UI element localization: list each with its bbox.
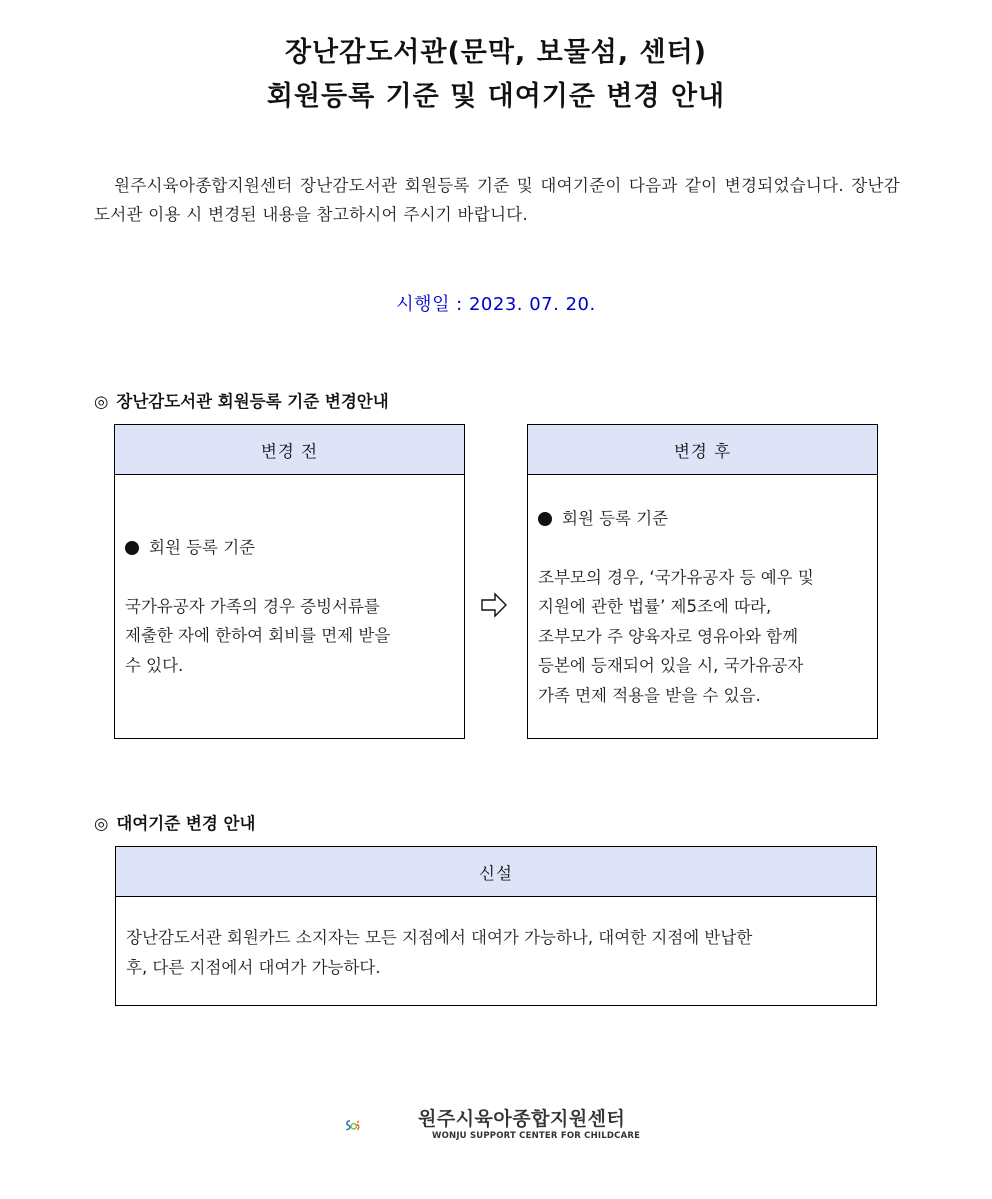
section1-heading-text: 장난감도서관 회원등록 기준 변경안내 xyxy=(116,392,389,411)
document-title-line-2: 회원등록 기준 및 대여기준 변경 안내 xyxy=(266,81,726,112)
after-line: 조부모의 경우, ‘국가유공자 등 예우 및 xyxy=(538,567,814,587)
before-line: 수 있다. xyxy=(125,655,184,675)
before-bullet-text: 회원 등록 기준 xyxy=(149,538,256,557)
after-bullet-text: 회원 등록 기준 xyxy=(562,509,669,528)
effective-date: 시행일 : 2023. 07. 20. xyxy=(396,294,596,315)
intro-paragraph: 원주시육아종합지원센터 장난감도서관 회원등록 기준 및 대여기준이 다음과 같이 변경되었습니다. 장난감도서관 이용 시 변경된 내용을 참고하시어 주시기 바랍니다. xyxy=(94,176,900,224)
before-line: 제출한 자에 한하여 회비를 면제 받을 xyxy=(125,626,391,645)
new-rule-line: 장난감도서관 회원카드 소지자는 모든 지점에서 대여가 가능하나, 대여한 지점에 반납한 xyxy=(126,928,753,947)
before-change-box xyxy=(114,424,465,739)
bullet-dot-icon xyxy=(538,512,552,526)
after-change-header: 변경 후 xyxy=(528,425,877,475)
before-change-header: 변경 전 xyxy=(115,425,464,475)
after-line: 등본에 등재되어 있을 시, 국가유공자 xyxy=(538,656,804,675)
after-line: 지원에 관한 법률’ 제5조에 따라, xyxy=(538,597,772,616)
before-bullet xyxy=(125,533,454,563)
section2-heading xyxy=(94,810,255,834)
new-rule-header: 신설 xyxy=(116,847,876,897)
center-name-english: WONJU SUPPORT CENTER FOR CHILDCARE xyxy=(432,1131,641,1141)
center-name-korean: 원주시육아종합지원센터 xyxy=(418,1108,626,1130)
new-rule-box xyxy=(115,846,877,1006)
double-circle-icon: ◎ xyxy=(94,392,109,411)
bullet-dot-icon xyxy=(125,541,139,555)
after-line: 가족 면제 적용을 받을 수 있음. xyxy=(538,685,761,705)
arrow-right-icon xyxy=(480,592,508,618)
section2-heading-text: 대여기준 변경 안내 xyxy=(116,814,256,833)
after-bullet xyxy=(538,504,867,534)
before-line: 국가유공자 가족의 경우 증빙서류를 xyxy=(125,596,380,616)
new-rule-line: 후, 다른 지점에서 대여가 가능하다. xyxy=(126,957,381,977)
section1-heading xyxy=(94,388,389,412)
after-line: 조부모가 주 양육자로 영유아와 함께 xyxy=(538,626,799,646)
document-title-line-1: 장난감도서관(문막, 보물섬, 센터) xyxy=(284,37,708,68)
after-change-box xyxy=(527,424,878,739)
center-logo-icon xyxy=(345,1100,415,1150)
double-circle-icon: ◎ xyxy=(94,814,109,833)
